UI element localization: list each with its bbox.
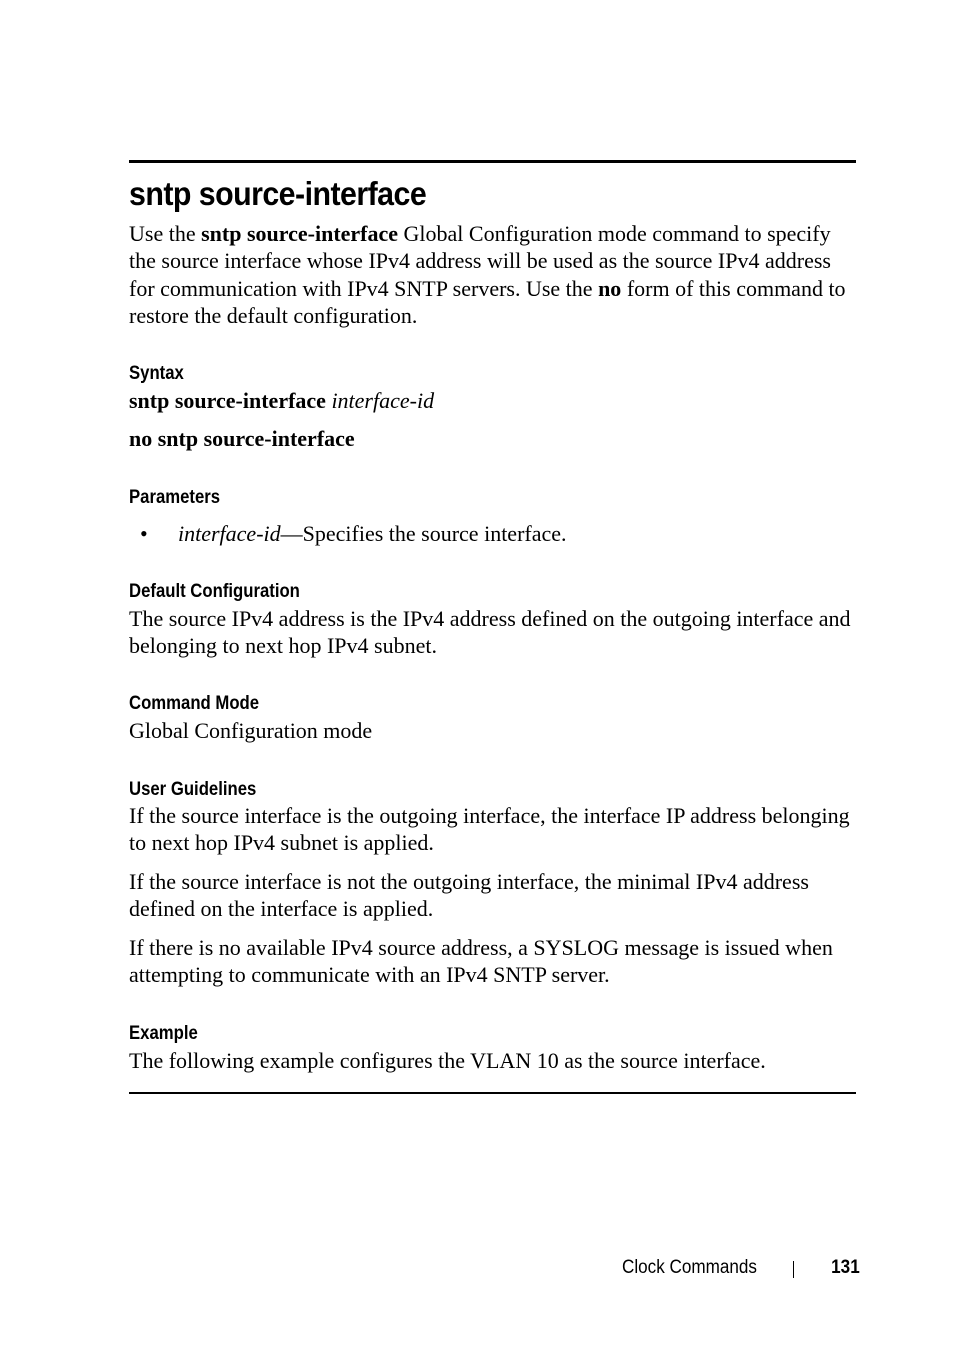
syntax-line-1 (129, 387, 434, 415)
example-heading: Example (129, 1023, 198, 1044)
intro-paragraph (129, 220, 856, 329)
default-configuration-text: The source IPv4 address is the IPv4 address defined on the outgoing interface and belonging to next hop IPv4 subnet. (129, 606, 851, 659)
page-number: 131 (831, 1257, 860, 1278)
example-text: The following example configures the VLAN 10 as the source interface. (129, 1048, 766, 1073)
command-mode-heading: Command Mode (129, 693, 260, 714)
command-mode-text: Global Configuration mode (129, 718, 373, 743)
syntax-no-command: no sntp source-interface (129, 426, 355, 451)
user-guidelines-heading: User Guidelines (129, 779, 257, 800)
intro-text-1: Use the (129, 221, 202, 246)
bottom-rule (129, 1092, 856, 1094)
parameter-description: —Specifies the source interface. (280, 521, 567, 546)
intro-text-3: form of this command to restore the default configuration. (129, 275, 846, 328)
bullet-icon: • (140, 521, 148, 546)
syntax-command: sntp source-interface (129, 388, 326, 413)
parameter-name: interface-id (178, 521, 281, 546)
default-configuration-heading: Default Configuration (129, 581, 300, 602)
footer-separator (793, 1261, 794, 1278)
intro-command-keyword: sntp source-interface (201, 221, 399, 246)
page-footer (129, 1254, 860, 1282)
intro-text-2: Global Configuration mode command to specify the source interface whose IPv4 address will be used as the source IPv4 address for communication with IPv4 SNTP servers. Use the (129, 221, 831, 301)
user-guideline-paragraph: If the source interface is the outgoing interface, the interface IP address belonging to next hop IPv4 subnet is applied. (129, 803, 850, 856)
parameters-heading: Parameters (129, 487, 221, 508)
syntax-line-2 (129, 425, 355, 453)
syntax-argument: interface-id (331, 388, 435, 413)
user-guideline-paragraph: If there is no available IPv4 source address, a SYSLOG message is issued when attempting to communicate with an IPv4 SNTP server. (129, 935, 833, 988)
document-page (129, 0, 860, 1352)
intro-no-keyword: no (598, 275, 622, 301)
page-title: sntp source-interface (129, 175, 427, 212)
parameter-text (178, 520, 567, 548)
syntax-heading: Syntax (129, 363, 184, 384)
footer-section-title: Clock Commands (622, 1257, 757, 1278)
top-rule (129, 160, 856, 163)
user-guideline-paragraph: If the source interface is not the outgoing interface, the minimal IPv4 address defined on the interface is applied. (129, 869, 809, 922)
